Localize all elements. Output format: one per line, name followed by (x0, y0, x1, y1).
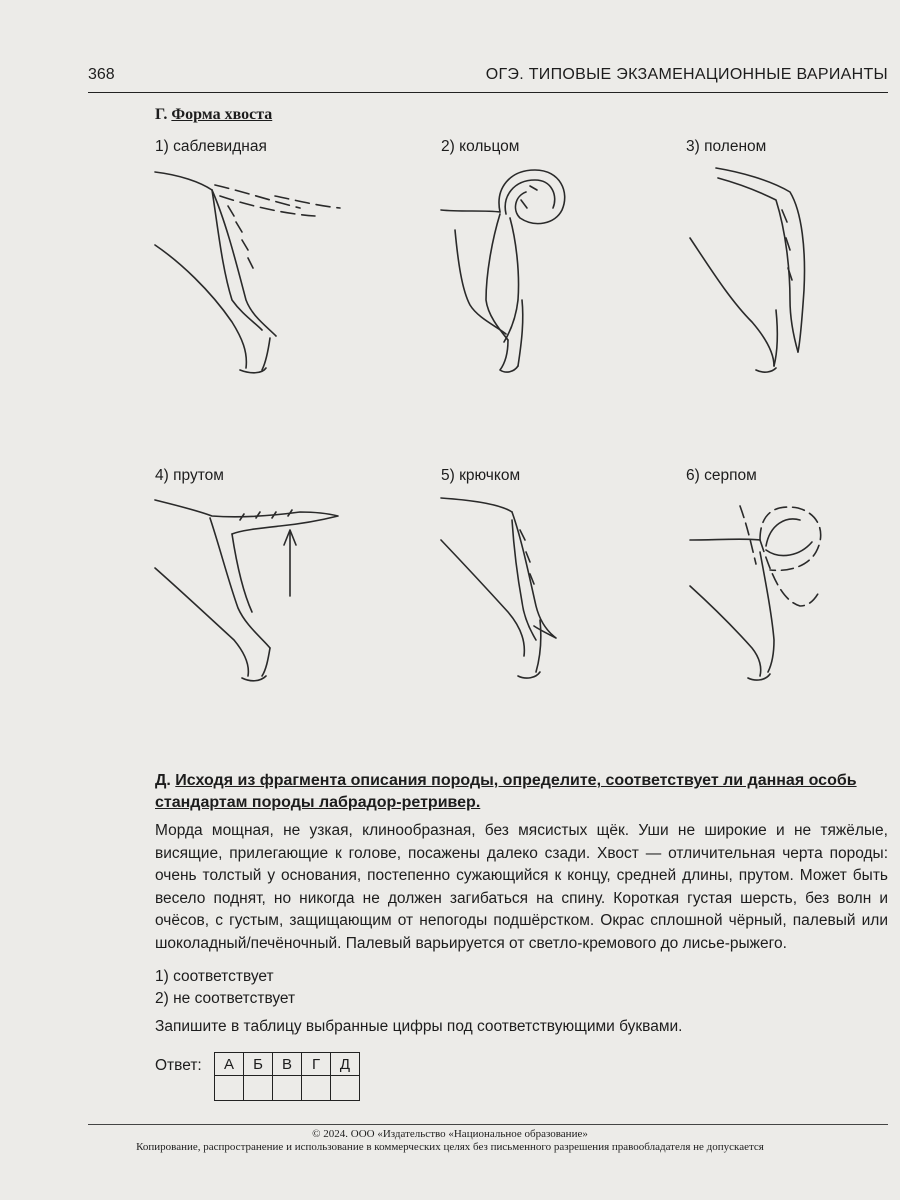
answer-col-b: Б (244, 1053, 273, 1076)
rod-tail-drawing (155, 500, 338, 681)
tail-option-1: 1) саблевидная (155, 138, 267, 155)
tail-option-6: 6) серпом (686, 467, 757, 484)
task-d-letter: Д. (155, 772, 171, 789)
ring-tail-drawing (441, 170, 565, 372)
footer-rule (88, 1124, 888, 1125)
tail-option-5: 5) крючком (441, 467, 521, 484)
answer-cell-d[interactable] (331, 1076, 360, 1101)
answer-col-v: В (273, 1053, 302, 1076)
task-d-question (155, 770, 888, 814)
footer-notice: Копирование, распространение и использование в коммерческих целях без письменного разрешения правообладателя не допускается (136, 1141, 764, 1153)
tail-option-4: 4) прутом (155, 467, 224, 484)
answer-table (214, 1052, 360, 1101)
answer-option-2: 2) не соответствует (155, 990, 296, 1007)
answer-col-a: А (215, 1053, 244, 1076)
answer-table-values (215, 1076, 360, 1101)
sabre-tail-drawing (155, 172, 340, 373)
log-tail-drawing (690, 168, 804, 372)
section-g-title: Форма хвоста (171, 106, 273, 123)
answer-cell-g[interactable] (302, 1076, 331, 1101)
answer-cell-v[interactable] (273, 1076, 302, 1101)
page-number: 368 (88, 66, 115, 83)
answer-cell-a[interactable] (215, 1076, 244, 1101)
tail-option-2: 2) кольцом (441, 138, 520, 155)
section-g-letter: Г. (155, 106, 168, 123)
answer-option-1: 1) соответствует (155, 968, 274, 985)
answer-col-d: Д (331, 1053, 360, 1076)
answer-cell-b[interactable] (244, 1076, 273, 1101)
breed-description: Морда мощная, не узкая, клинообразная, без мясистых щёк. Уши не широкие и не тяжёлые, висящие, прилегающие к голове, посажены далеко сзади. Хвост — отличительная черта породы: очень толстый у основания, постепенно сужающийся к концу, средней длины, прутом. Может быть весело поднят, но никогда не должен загибаться на спину. Короткая густая шерсть, без волн и очёсов, с густым, защищающим от непогоды подшёрстком. Окрас сплошной чёрный, палевый или шоколадный/печёночный. Палевый варьируется от светло-кремового до лисье-рыжего. (155, 822, 888, 952)
running-header: ОГЭ. ТИПОВЫЕ ЭКЗАМЕНАЦИОННЫЕ ВАРИАНТЫ (485, 66, 888, 83)
hook-tail-drawing (441, 498, 556, 678)
task-d-question-text: Исходя из фрагмента описания породы, определите, соответствует ли данная особь стандартам породы лабрадор-ретривер. (155, 772, 857, 811)
answer-table-header (215, 1053, 360, 1076)
sickle-tail-drawing (690, 506, 821, 680)
answer-instruction: Запишите в таблицу выбранные цифры под соответствующими буквами. (155, 1018, 683, 1035)
answer-label: Ответ: (155, 1057, 202, 1074)
footer-copyright: © 2024. ООО «Издательство «Национальное образование» (312, 1128, 588, 1140)
answer-col-g: Г (302, 1053, 331, 1076)
tail-option-3: 3) поленом (686, 138, 767, 155)
